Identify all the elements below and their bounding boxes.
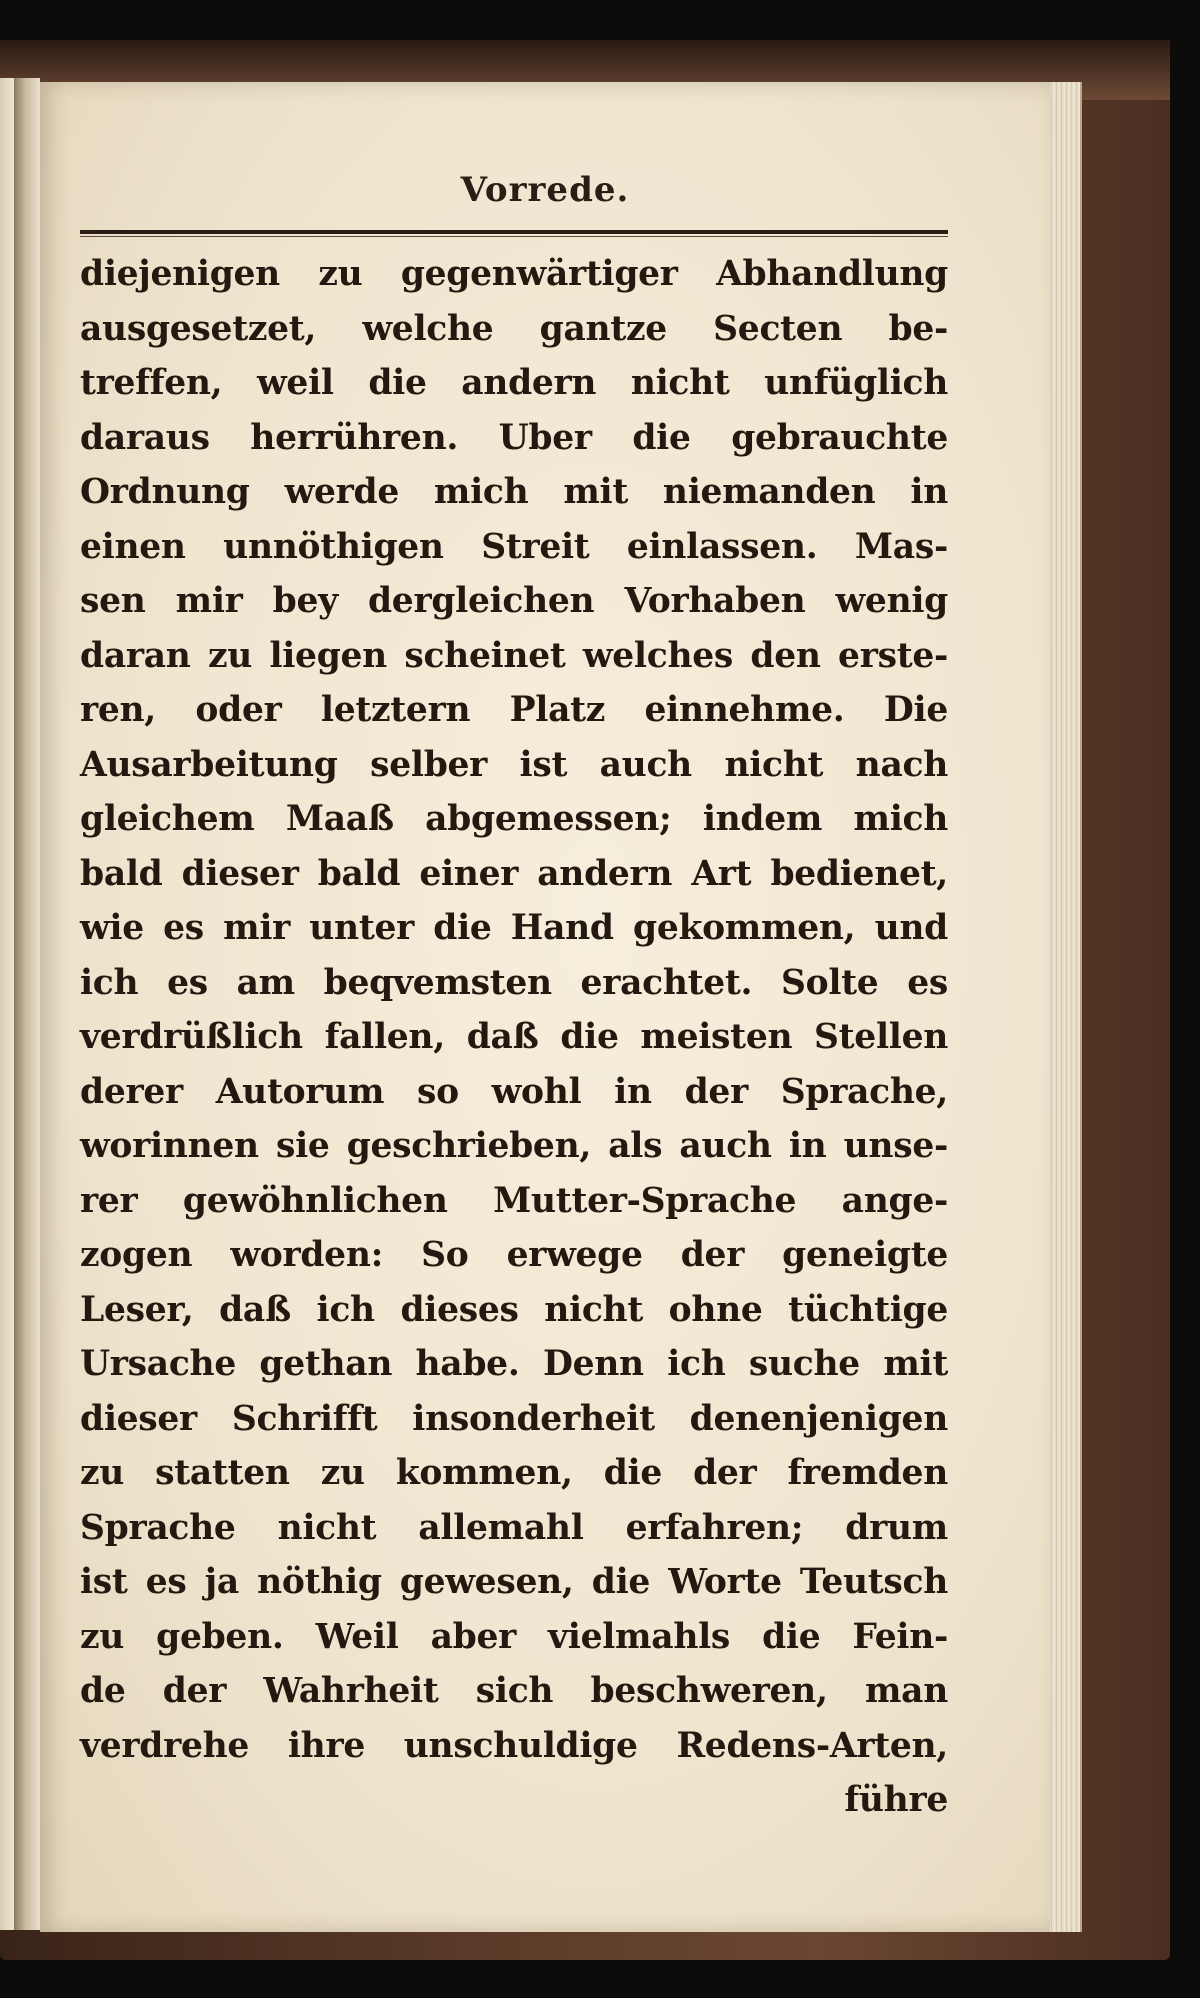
text-line: Ordnung werde mich mit niemanden in [80, 472, 948, 512]
text-line: treffen, weil die andern nicht unfüglich [80, 363, 948, 403]
text-line: de der Wahrheit sich beschweren, man [80, 1671, 948, 1711]
text-line: Ausarbeitung selber ist auch nicht nach [80, 744, 948, 785]
text-line: bald dieser bald einer andern Art bedienet, [80, 853, 948, 894]
facing-page-edge [0, 78, 14, 1930]
text-line: diejenigen zu gegenwärtiger Abhandlung [80, 254, 948, 294]
text-line: zogen worden: So erwege der geneigte [80, 1235, 948, 1275]
book-gutter [14, 78, 40, 1930]
text-line: ren, oder letztern Platz einnehme. Die [80, 690, 948, 730]
header-rule [80, 230, 948, 234]
text-line: zu geben. Weil aber vielmahls die Fein- [80, 1616, 948, 1657]
page-block-edges [1048, 82, 1082, 1932]
text-line: zu statten zu kommen, die der fremden [80, 1453, 948, 1493]
text-line: rer gewöhnlichen Mutter-Sprache ange- [80, 1180, 948, 1221]
text-line: daran zu liegen scheinet welches den erste- [80, 635, 948, 676]
text-line: worinnen sie geschrieben, als auch in unse- [80, 1126, 948, 1166]
text-line: gleichem Maaß abgemessen; indem mich [80, 799, 948, 839]
text-line: dieser Schrifft insonderheit denenjenigen [80, 1398, 948, 1439]
text-line: Leser, daß ich dieses nicht ohne tüchtige [80, 1289, 948, 1330]
header-rule-thin [80, 236, 948, 237]
text-line: derer Autorum so wohl in der Sprache, [80, 1071, 948, 1112]
text-line: einen unnöthigen Streit einlassen. Mas- [80, 526, 948, 567]
text-line: ich es am beqvemsten erachtet. Solte es [80, 962, 948, 1003]
text-line: ausgesetzet, welche gantze Secten be- [80, 308, 948, 349]
body-text [80, 247, 948, 1828]
text-line: Sprache nicht allemahl erfahren; drum [80, 1507, 948, 1548]
text-line: verdrehe ihre unschuldige Redens-Arten, [80, 1725, 948, 1766]
text-line: wie es mir unter die Hand gekommen, und [80, 908, 948, 948]
text-line: verdrüßlich fallen, daß die meisten Stellen [80, 1017, 948, 1057]
catchword: führe [844, 1780, 948, 1820]
running-head: Vorrede. [460, 170, 630, 210]
text-line: sen mir bey dergleichen Vorhaben wenig [80, 581, 948, 621]
text-line: ist es ja nöthig gewesen, die Worte Teutsch [80, 1562, 948, 1602]
text-line: Ursache gethan habe. Denn ich suche mit [80, 1344, 948, 1384]
book-page [40, 82, 1050, 1932]
text-line: daraus herrühren. Uber die gebrauchte [80, 417, 948, 458]
